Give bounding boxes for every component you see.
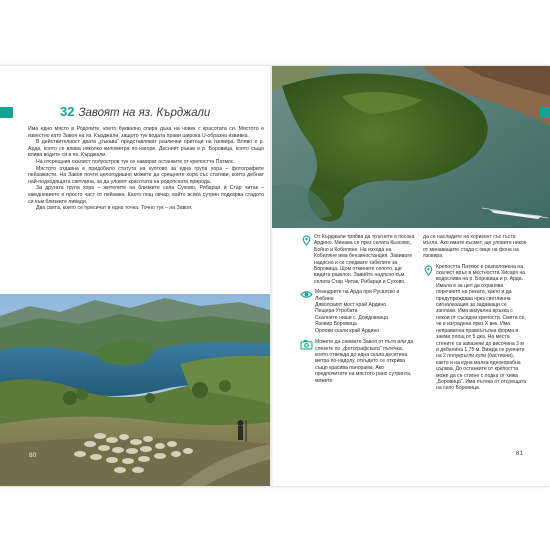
page-number-right: 81 (515, 450, 523, 457)
section-marker (0, 107, 13, 118)
right-page (272, 66, 550, 486)
nearby-item: Дяволският мост край Ардино (315, 302, 387, 309)
paragraph: да се насладите на хоризонт със гъста мъгла. Ако имате късмет, ще уловите някое от минаващите стада с овце на фона на язовира. (423, 234, 527, 260)
nearby-item: Скалните ниши с. Дождовница (315, 314, 388, 321)
nearby-sights (301, 289, 415, 334)
photo-tip-text: Можете да снимате Завоя от пътя или да слезете по „фотографската“ пътечка, която отвежда до една скала десетина метра по-надолу, откъдето се открива също красива панорама. Ако предпочитате на мястото рано сутринта, можете (315, 339, 414, 384)
directions-text: От Кърджали трябва да тръгнете в посока Ардино. Минава се през селата Кьосево, Бойно и Кобиляне. На изхода на Кобиляне има бензиностанция. Завивате надясно и се следвате табелите за Боровица. Щом отминете селото, ще видите разклон. Завийте надясно към селата Стар Читак, Рибарци и Сухово. (314, 234, 415, 285)
section-marker (540, 107, 550, 118)
fortress-text: Крепостта Патмос е разположена на скалист връх в местността Хисаря на водослива на р. Боровица и р. Арда. Имала е за цел да охранява поречието на реката, както и да предупреждава чрез светлинна сигнализация за задаващи се заплахи. Има визуална връзка с някои от съседни крепости. Смята се, че е изградена през Х век. Има неправилна правоъгълна форма и заема площ от 5 дка. На места стените са запазени до височина 3 м и дебелина 1,75 м. Вижда се руините на 2 полукръгли кули (бастиони), както и на една малка еднокорабна църква. До останките от крепостта може да се стигне с лодка от хижа „Боровица“. Има пътека от отсрещата на село Боровица. (436, 263, 527, 392)
page-title (60, 104, 270, 119)
book-spread (0, 66, 550, 486)
fortress-info (423, 264, 527, 392)
chapter-title: Завоят на яз. Кърджали (78, 107, 211, 119)
nearby-title: Меандрите на Арда при Русалско и Любино (315, 289, 400, 302)
nearby-item: Орлови скали край Ардино (315, 327, 380, 334)
chapter-number: 32 (60, 104, 75, 119)
camera-icon (300, 339, 313, 350)
paragraph: На отсрещния скалист полуостров тук се намират останките от крепостта Патмос. (36, 158, 235, 165)
info-column-left (301, 234, 415, 384)
left-page (0, 66, 272, 486)
info-column-right (423, 234, 527, 392)
article-body (28, 126, 264, 212)
nearby-item: Язовир Боровица (315, 321, 357, 328)
pin-icon (423, 265, 434, 276)
nearby-item: Пещера Утробата (315, 308, 358, 315)
landscape-photo-sheep (0, 294, 270, 486)
reservoir-bend-photo (272, 66, 550, 228)
paragraph: Има едно място в Родопите, което буквално спира дъха на човек с красотата си. Мястото е известно като Завоя на яз. Кърджали, защото тук водата прави широка U-образна извивка. (28, 126, 264, 139)
paragraph: В действителност двата „ръкава“ представляват различни притоци на язовира. Вляво е р. Арда, която се влива няколко километра по-нагоре. Десният ръкав е р. Боровица, която също влива водите си в яз. Кърджали. (28, 139, 264, 159)
page-number-left: 80 (29, 452, 37, 459)
pin-icon (301, 235, 312, 246)
paragraph: За другата група хора – жителите на близките села Сухово, Рибарци и Стар читак – ежедневието е просто част от пейзажа. Както пощ овчар, който всяка сутрин подкарва стадото си към близките ливади. (28, 185, 264, 205)
eye-icon (300, 289, 313, 300)
photo-tip (301, 339, 415, 384)
paragraph: Два свята, които се пресичат в една точка. Точно тук – на Завоя. (36, 205, 193, 212)
paragraph: Мястото отдавна е придобило статута на култово за една група хора – фотографите пейзажисти. На Завоя почти целогодишно можете да срещнете хора със стативи, които дебнат най-подходящата светлина, за да уловят красотата на родопската природа. (28, 165, 264, 185)
